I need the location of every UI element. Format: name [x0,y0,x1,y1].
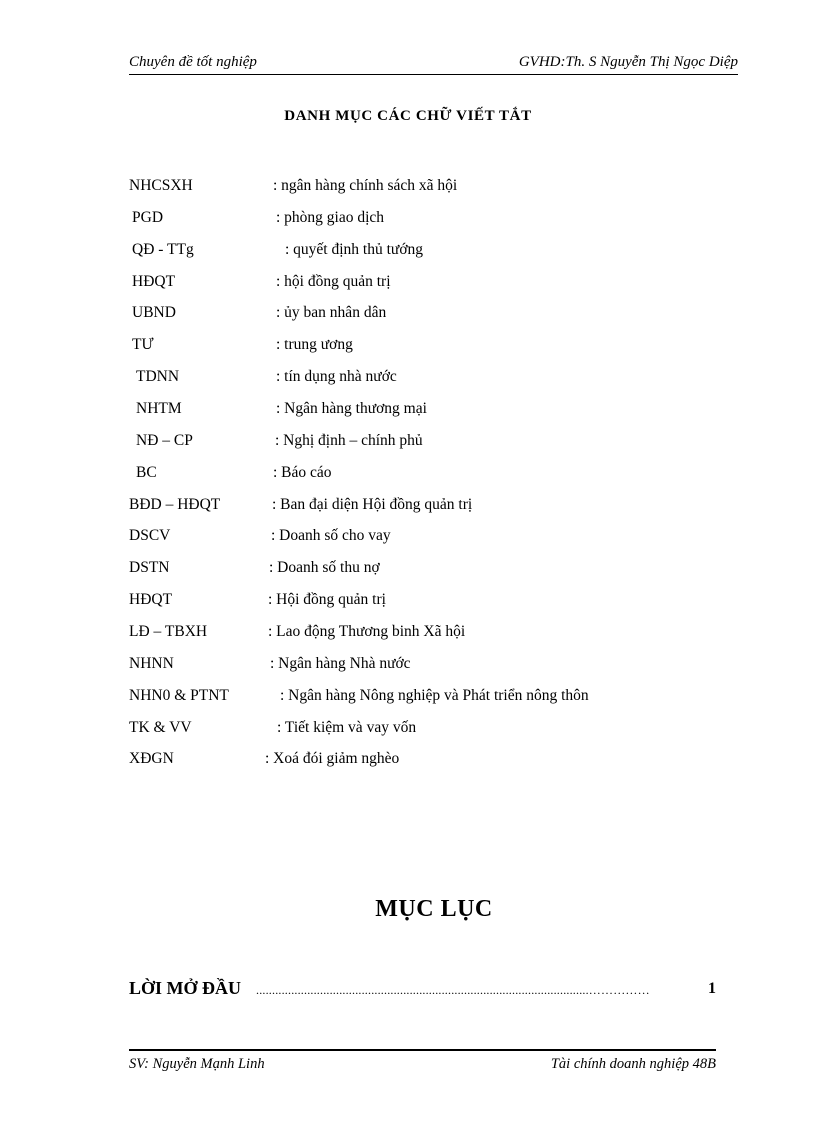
abbreviation-row [136,462,700,484]
abbreviation-row [132,271,700,293]
abbreviation-term: NĐ – CP [136,431,193,449]
abbreviation-row [136,430,700,452]
toc-title: MỤC LỤC [375,896,493,922]
abbreviation-term: TK & VV [129,718,192,736]
abbreviation-row [132,239,700,261]
footer-class: Tài chính doanh nghiệp 48B [550,1056,716,1072]
abbreviation-definition: : phòng giao dịch [276,208,385,226]
abbreviation-term: UBND [132,304,176,322]
abbreviation-term: HĐQT [132,272,176,290]
abbreviation-definition: : Doanh số thu nợ [269,559,380,577]
abbreviation-definition: : trung ương [276,336,353,354]
abbreviation-term: LĐ – TBXH [129,622,208,640]
abbreviation-definition: : Hội đồng quản trị [268,591,386,608]
abbreviation-term: DSCV [129,527,171,545]
abbreviation-row [129,685,700,707]
abbreviation-definition: : Ban đại diện Hội đồng quản trị [272,495,473,513]
abbreviation-row [129,717,700,739]
abbreviation-definition: : tín dụng nhà nước [276,368,397,386]
abbreviation-definition: : Tiết kiệm và vay vốn [277,718,417,736]
abbreviation-row [129,653,700,675]
abbreviation-term: HĐQT [129,591,173,608]
abbreviation-row [129,557,700,579]
abbreviation-definition: : Ngân hàng thương mại [276,400,427,417]
abbreviation-term: NHCSXH [129,177,193,194]
page-footer [129,1049,716,1075]
header-document-type: Chuyên đề tốt nghiệp [129,54,257,70]
abbreviation-term: NHN0 & PTNT [129,686,229,704]
abbreviation-row [129,589,700,611]
footer-student: SV: Nguyễn Mạnh Linh [129,1056,265,1072]
abbreviation-definition: : Doanh số cho vay [271,527,391,545]
abbreviation-definition: : Ngân hàng Nông nghiệp và Phát triển nông thôn [280,686,589,704]
abbreviation-definition: : quyết định thủ tướng [285,240,424,258]
abbreviation-term: NHTM [136,400,182,417]
abbreviations-title: DANH MỤC CÁC CHỮ VIẾT TẮT [284,108,532,124]
abbreviation-definition: : Ngân hàng Nhà nước [270,654,411,672]
abbreviation-row [129,525,700,547]
toc-entry-label: LỜI MỞ ĐẦU [129,978,241,998]
abbreviation-row [132,302,700,324]
abbreviation-definition: : hội đồng quản trị [276,272,391,290]
abbreviation-row [129,621,700,643]
abbreviation-row [132,207,700,229]
abbreviation-row [129,175,700,197]
abbreviation-term: QĐ - TTg [132,240,194,258]
abbreviation-definition: : Báo cáo [273,463,332,481]
abbreviation-definition: : Nghị định – chính phủ [275,431,423,449]
header-supervisor: GVHD:Th. S Nguyễn Thị Ngọc Diệp [518,54,738,70]
abbreviation-row [129,748,700,770]
abbreviation-definition: : Lao động Thương binh Xã hội [268,622,466,640]
abbreviation-definition: : ngân hàng chính sách xã hội [273,177,458,194]
abbreviation-definition: : ủy ban nhân dân [276,304,387,322]
abbreviation-row [132,334,700,356]
abbreviation-term: BĐD – HĐQT [129,495,221,513]
abbreviation-definition: : Xoá đói giảm nghèo [265,750,400,768]
abbreviation-term: PGD [132,208,164,226]
abbreviation-term: NHNN [129,654,174,672]
abbreviation-row [136,366,700,388]
abbreviation-term: XĐGN [129,750,174,768]
toc-entry[interactable] [129,978,716,1004]
toc-entry-leader-dots: ........................................................................................................…………… [256,983,650,997]
toc-entry-page-number: 1 [708,980,716,997]
abbreviation-row [136,398,700,420]
abbreviation-term: BC [136,463,157,481]
abbreviation-term: DSTN [129,559,170,577]
abbreviation-term: TDNN [136,368,180,386]
abbreviation-row [129,494,700,516]
abbreviation-term: TƯ [132,336,154,354]
